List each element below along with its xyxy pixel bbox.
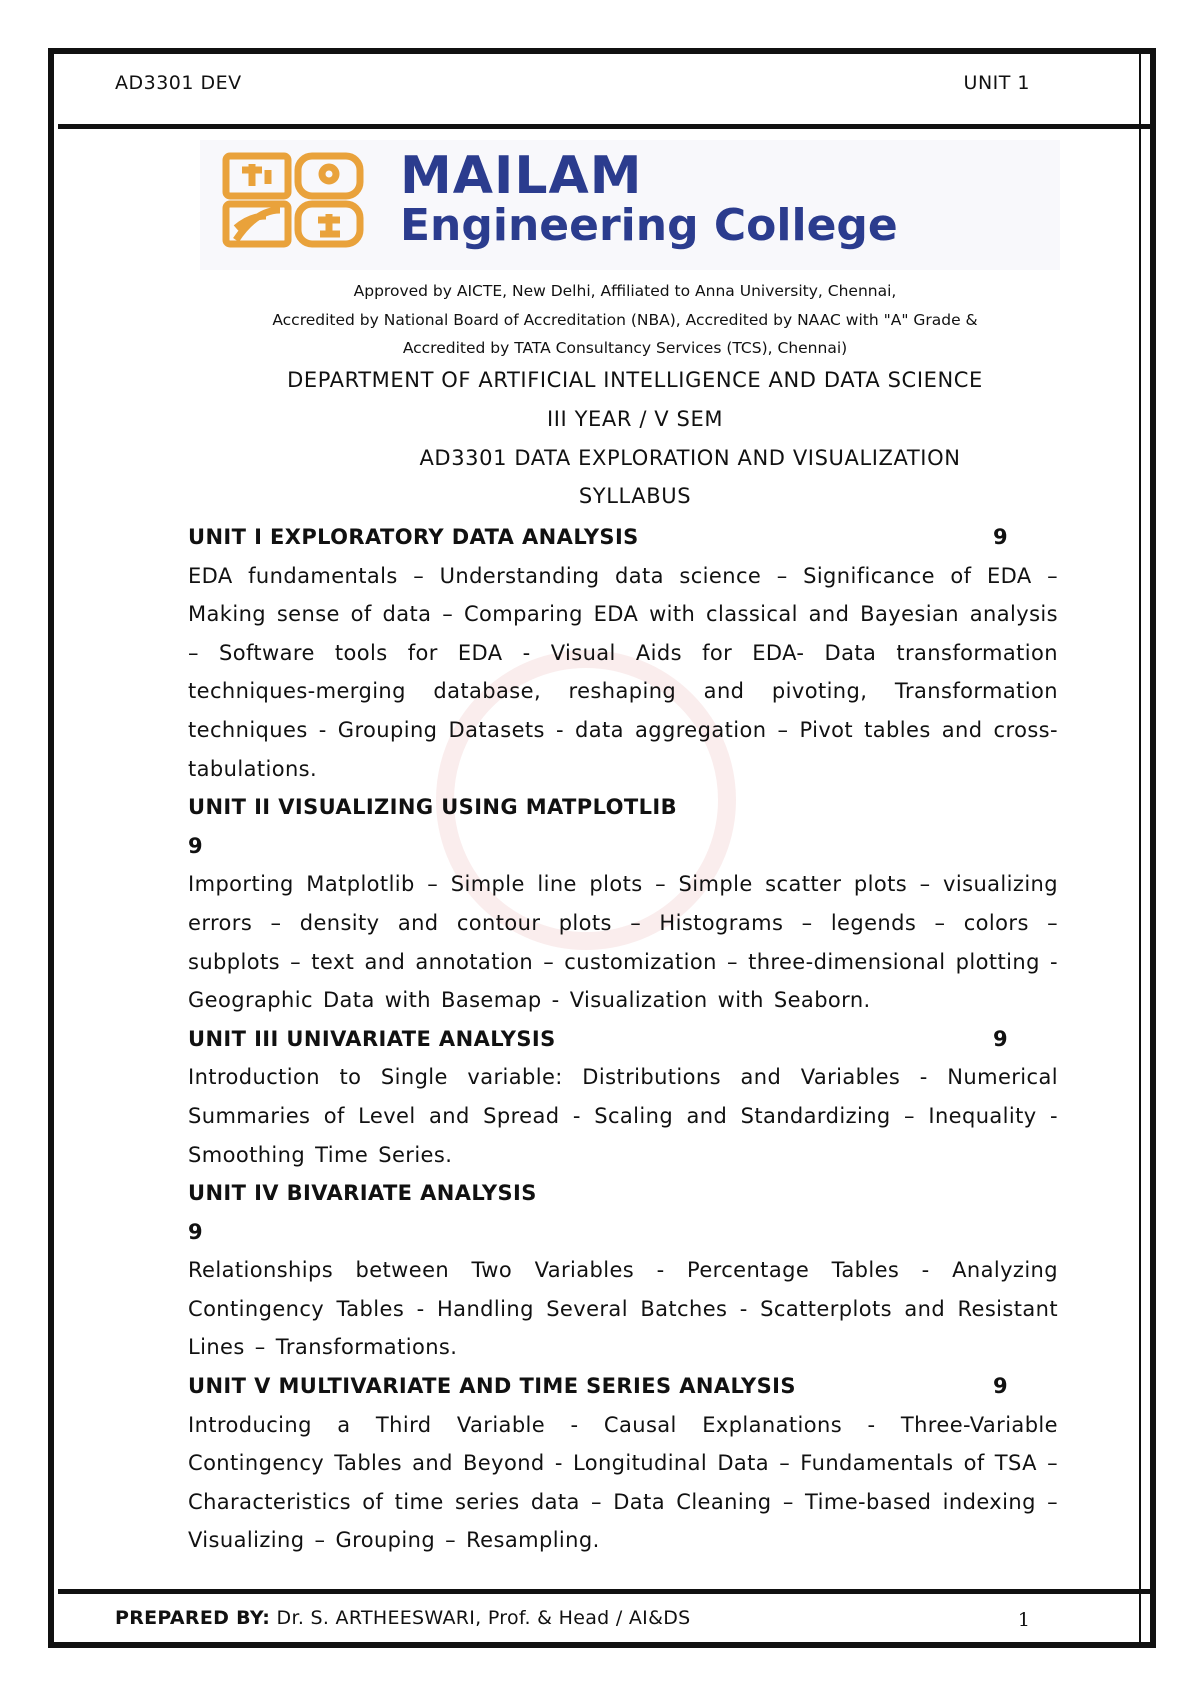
unit-3-topics: Introduction to Single variable: Distributions and Variables - Numerical Summaries of Level and Spread - Scaling and Standardizing – Inequality - Smoothing Time Series. <box>188 1065 1058 1167</box>
accreditation-line-3: Accredited by TATA Consultancy Services (TCS), Chennai) <box>402 339 848 357</box>
unit-1-topics: EDA fundamentals – Understanding data science – Significance of EDA – Making sense of data – Comparing EDA with classical and Bayesian analysis – Software tools for EDA - Visual Aids for EDA- Data transformation techniques-merging database, reshaping and pivoting, Transformation techniques - Grouping Datasets - data aggregation – Pivot tables and cross-tabulations. <box>188 563 1058 781</box>
accreditation-line-2: Accredited by National Board of Accreditation (NBA), Accredited by NAAC with "A" Grade & <box>272 311 978 329</box>
department-title: DEPARTMENT OF ARTIFICIAL INTELLIGENCE AND DATA SCIENCE <box>287 368 983 392</box>
prepared-by-name: Dr. S. ARTHEESWARI, Prof. & Head / AI&DS <box>276 1607 691 1629</box>
unit-title: UNIT V MULTIVARIATE AND TIME SERIES ANALYSIS <box>188 1374 796 1399</box>
syllabus-heading: SYLLABUS <box>578 484 692 508</box>
unit-5-topics: Introducing a Third Variable - Causal Explanations - Three-Variable Contingency Tables and Beyond - Longitudinal Data – Fundamentals of TSA – Characteristics of time series data – Data Cleaning – Time-based indexing – Visualizing – Grouping – Resampling. <box>188 1412 1058 1553</box>
accreditation-line-1: Approved by AICTE, New Delhi, Affiliated to Anna University, Chennai, <box>353 282 897 300</box>
unit-4-topics: Relationships between Two Variables - Percentage Tables - Analyzing Contingency Tables - Handling Several Batches - Scatterplots and Resistant Lines – Transformations. <box>188 1258 1058 1360</box>
course-title: AD3301 DATA EXPLORATION AND VISUALIZATION <box>419 446 961 470</box>
page-number: 1 <box>1017 1609 1030 1631</box>
unit-title: UNIT I EXPLORATORY DATA ANALYSIS <box>188 525 639 549</box>
unit-hours: 9 <box>992 525 1008 549</box>
unit-5-heading <box>188 1367 1058 1406</box>
unit-title: UNIT III UNIVARIATE ANALYSIS <box>188 1026 556 1051</box>
unit-hours: 9 <box>992 1026 1008 1051</box>
unit-hours: 9 <box>992 1374 1008 1399</box>
logo-text-mailam: MAILAM <box>400 146 643 206</box>
college-logo <box>200 140 1060 270</box>
page-header <box>115 72 1030 102</box>
unit-4-heading <box>188 1174 1058 1251</box>
footer-rule <box>58 1589 1150 1594</box>
unit-2-topics: Importing Matplotlib – Simple line plots – Simple scatter plots – visualizing errors – density and contour plots – Histograms – legends – colors – subplots – text and annotation – customization – three-dimensional plotting - Geographic Data with Basemap - Visualization with Seaborn. <box>188 872 1058 1013</box>
unit-2-heading <box>188 788 1058 865</box>
syllabus-content <box>188 518 1058 1560</box>
college-emblem-icon <box>222 152 372 248</box>
unit-title: UNIT IV BIVARIATE ANALYSIS <box>188 1181 537 1206</box>
header-rule <box>58 124 1150 129</box>
header-course-code: AD3301 DEV <box>115 72 242 94</box>
unit-1-heading <box>188 518 1058 557</box>
logo-text-engineering-college: Engineering College <box>400 200 898 251</box>
prepared-by <box>115 1607 691 1629</box>
unit-hours: 9 <box>188 833 204 858</box>
prepared-by-label: PREPARED BY: <box>115 1607 271 1629</box>
unit-hours: 9 <box>188 1219 204 1244</box>
inner-border-line <box>1139 54 1141 1642</box>
year-semester: III YEAR / V SEM <box>546 407 724 431</box>
unit-title: UNIT II VISUALIZING USING MATPLOTLIB <box>188 795 677 820</box>
header-unit: UNIT 1 <box>963 72 1030 94</box>
unit-3-heading <box>188 1020 1058 1059</box>
